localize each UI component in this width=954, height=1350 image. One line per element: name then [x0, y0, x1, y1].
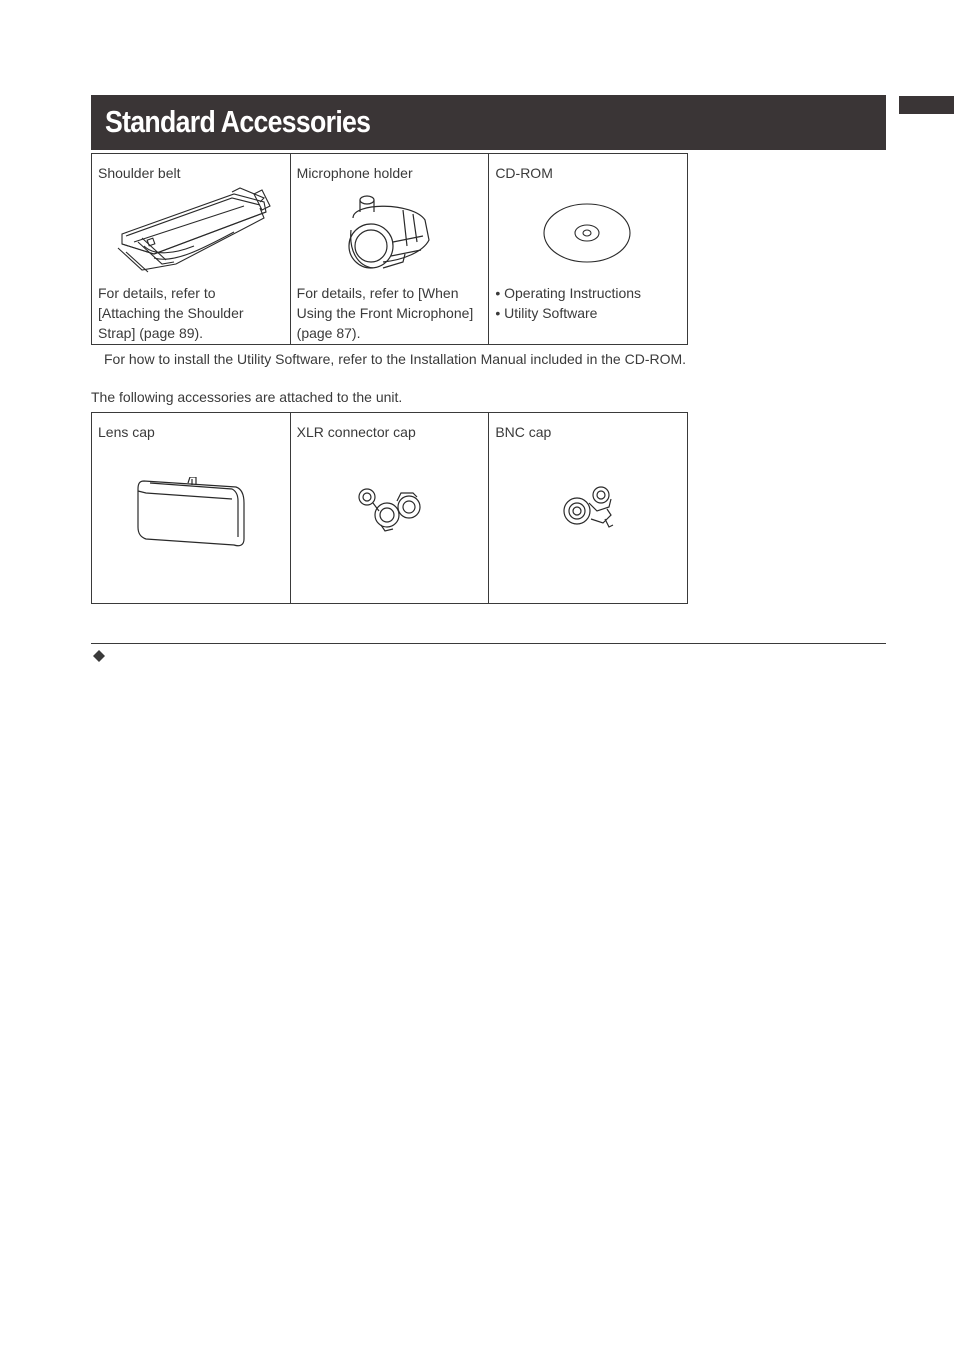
diamond-bullet-icon — [93, 650, 105, 662]
xlr-connector-cap-illustration — [357, 485, 423, 535]
accessory-description: • Operating Instructions • Utility Software — [495, 285, 642, 321]
chapter-edge-tab — [899, 96, 954, 114]
accessory-label: Lens cap — [98, 424, 155, 440]
accessory-description: For details, refer to [Attaching the Shoulder Strap] (page 89). — [98, 285, 244, 341]
section-title-bar — [91, 95, 886, 150]
accessory-cell-cd-rom — [489, 154, 688, 345]
accessory-description: For details, refer to [When Using the Front Microphone] (page 87). — [296, 285, 474, 341]
accessory-label: Microphone holder — [296, 165, 413, 181]
accessory-cell-lens-cap — [92, 413, 291, 604]
accessory-cell-xlr-connector-cap — [290, 413, 489, 604]
bnc-cap-illustration — [561, 485, 617, 531]
attached-accessories-intro: The following accessories are attached to the unit. — [91, 389, 403, 405]
accessory-cell-shoulder-belt — [92, 154, 291, 345]
accessory-cell-microphone-holder — [290, 154, 489, 345]
install-note: For how to install the Utility Software, refer to the Installation Manual included in the CD-ROM. — [104, 351, 687, 367]
accessory-label: XLR connector cap — [296, 424, 416, 440]
accessory-label: CD-ROM — [495, 165, 553, 181]
section-divider — [91, 643, 886, 644]
accessory-label: Shoulder belt — [98, 165, 181, 181]
accessory-cell-bnc-cap — [489, 413, 688, 604]
page-title: Standard Accessories — [105, 104, 371, 139]
microphone-holder-illustration — [343, 190, 438, 275]
lens-cap-illustration — [136, 477, 248, 549]
standard-accessories-table — [91, 153, 688, 345]
accessory-label: BNC cap — [495, 424, 552, 440]
attached-accessories-table — [91, 412, 688, 604]
shoulder-belt-illustration — [114, 184, 274, 279]
cd-rom-illustration — [543, 202, 633, 264]
